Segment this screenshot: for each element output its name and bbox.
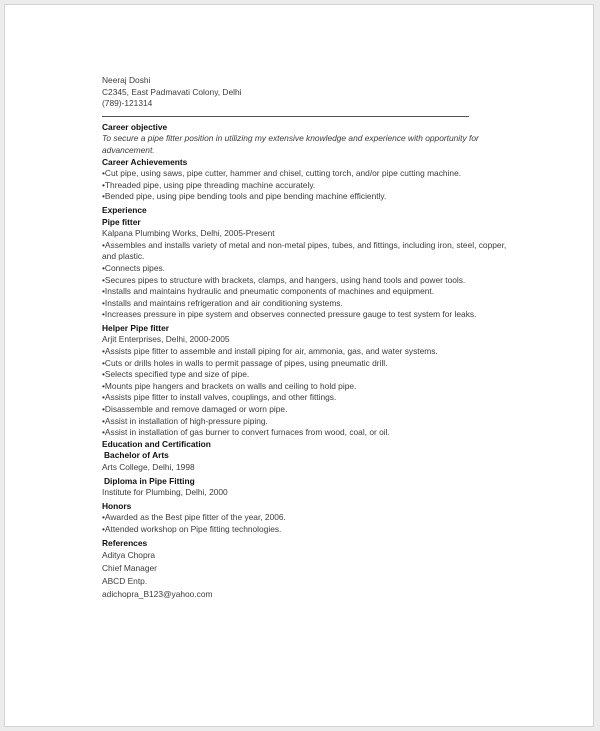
objective-text: To secure a pipe fitter position in utilizing my extensive knowledge and experience with opportunity for advancement. <box>102 133 479 155</box>
references-heading: References <box>102 537 148 548</box>
job-duty-item: •Installs and maintains refrigeration and air conditioning systems. <box>102 297 343 308</box>
job-duty-item: •Mounts pipe hangers and brackets on walls and ceiling to hold pipe. <box>102 380 357 391</box>
job-duty-item: •Installs and maintains hydraulic and pneumatic components of machines and equipment. <box>102 286 435 297</box>
reference-email: adichopra_B123@yahoo.com <box>102 589 213 600</box>
experience-heading: Experience <box>102 204 147 215</box>
honors-heading: Honors <box>102 500 132 511</box>
job-company: Kalpana Plumbing Works, Delhi, 2005-Present <box>102 228 275 239</box>
job-duty-item: •Connects pipes. <box>102 262 165 273</box>
job-title: Helper Pipe fitter <box>102 322 170 333</box>
honor-item: •Attended workshop on Pipe fitting technologies. <box>102 523 282 534</box>
job-duty-item: •Assists pipe fitter to assemble and install piping for air, ammonia, gas, and water systems. <box>102 346 438 357</box>
achievement-item: •Threaded pipe, using pipe threading machine accurately. <box>102 179 316 190</box>
reference-line: Chief Manager <box>102 563 157 574</box>
job-duty-item: •Selects specified type and size of pipe. <box>102 369 250 380</box>
education-heading: Education and Certification <box>102 438 211 449</box>
contact-address: C2345, East Padmavati Colony, Delhi <box>102 86 242 97</box>
education-detail: Arts College, Delhi, 1998 <box>102 462 195 472</box>
job-duty-item: •Assist in installation of high-pressure piping. <box>102 415 268 426</box>
job-duty-item: •Assists pipe fitter to install valves, couplings, and other fittings. <box>102 392 337 403</box>
education-title: Diploma in Pipe Fitting <box>104 475 195 486</box>
resume-content <box>102 75 512 601</box>
achievements-heading: Career Achievements <box>102 156 188 167</box>
reference-line: ABCD Entp. <box>102 576 148 587</box>
achievement-item: •Cut pipe, using saws, pipe cutter, hammer and chisel, cutting torch, and/or pipe cutting machine. <box>102 168 462 179</box>
job-duty-item: •Secures pipes to structure with brackets, clamps, and hangers, using hand tools and power tools. <box>102 274 466 285</box>
contact-phone: (789)-121314 <box>102 98 153 109</box>
job-company: Arjit Enterprises, Delhi, 2000-2005 <box>102 334 230 345</box>
reference-line: Aditya Chopra <box>102 550 156 561</box>
contact-name: Neeraj Doshi <box>102 75 151 85</box>
job-duty-item: •Disassemble and remove damaged or worn pipe. <box>102 404 288 415</box>
job-duty-item: •Increases pressure in pipe system and observes connected pressure gauge to test system for leaks. <box>102 309 477 320</box>
achievement-item: •Bended pipe, using pipe bending tools and pipe bending machine efficiently. <box>102 191 387 202</box>
resume-page <box>4 4 594 727</box>
education-title: Bachelor of Arts <box>104 450 169 461</box>
objective-heading: Career objective <box>102 121 168 132</box>
job-duty-item: •Assist in installation of gas burner to convert furnaces from wood, coal, or oil. <box>102 427 390 438</box>
job-duty-item: •Cuts or drills holes in walls to permit passage of pipes, using pneumatic drill. <box>102 357 388 368</box>
job-duty-item: •Assembles and installs variety of metal and non-metal pipes, tubes, and fittings, including iron, steel, copper, and plastic. <box>102 239 507 262</box>
header-divider <box>102 116 469 117</box>
education-detail: Institute for Plumbing, Delhi, 2000 <box>102 487 228 498</box>
honor-item: •Awarded as the Best pipe fitter of the year, 2006. <box>102 512 286 523</box>
job-title: Pipe fitter <box>102 216 141 227</box>
